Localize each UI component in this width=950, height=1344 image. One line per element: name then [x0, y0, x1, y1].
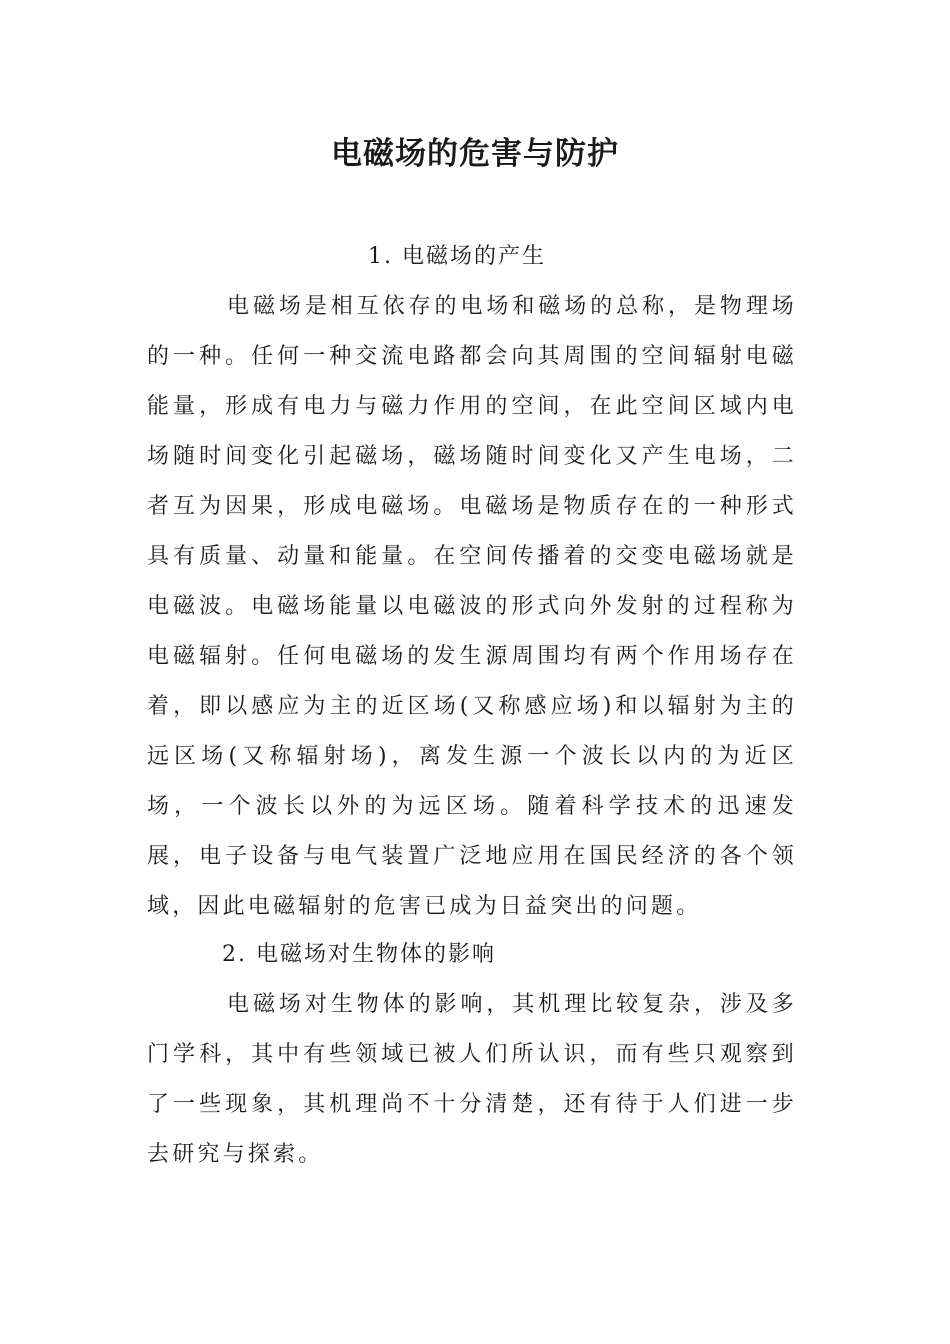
document-title: 电磁场的危害与防护 [331, 136, 619, 172]
section-heading-1: 1. 电磁场的产生 [368, 244, 546, 269]
section-body-2: 电磁场对生物体的影响，其机理比较复杂，涉及多门学科，其中有些领域已被人们所认识，而有些只观察到了一些现象，其机理尚不十分清楚，还有待于人们进一步去研究与探索。 [147, 992, 797, 1167]
section-body-1: 电磁场是相互依存的电场和磁场的总称，是物理场的一种。任何一种交流电路都会向其周围的空间辐射电磁能量，形成有电力与磁力作用的空间，在此空间区域内电场随时间变化引起磁场，磁场随时间变化又产生电场，二者互为因果，形成电磁场。电磁场是物质存在的一种形式具有质量、动量和能量。在空间传播着的交变电磁场就是电磁波。电磁场能量以电磁波的形式向外发射的过程称为电磁辐射。任何电磁场的发生源周围均有两个作用场存在着，即以感应为主的近区场(又称感应场)和以辐射为主的远区场(又称辐射场)，离发生源一个波长以内的为近区场，一个波长以外的为远区场。随着科学技术的迅速发展，电子设备与电气装置广泛地应用在国民经济的各个领域，因此电磁辐射的危害已成为日益突出的问题。 [147, 294, 797, 919]
section-heading-2: 2. 电磁场对生物体的影响 [222, 942, 496, 967]
